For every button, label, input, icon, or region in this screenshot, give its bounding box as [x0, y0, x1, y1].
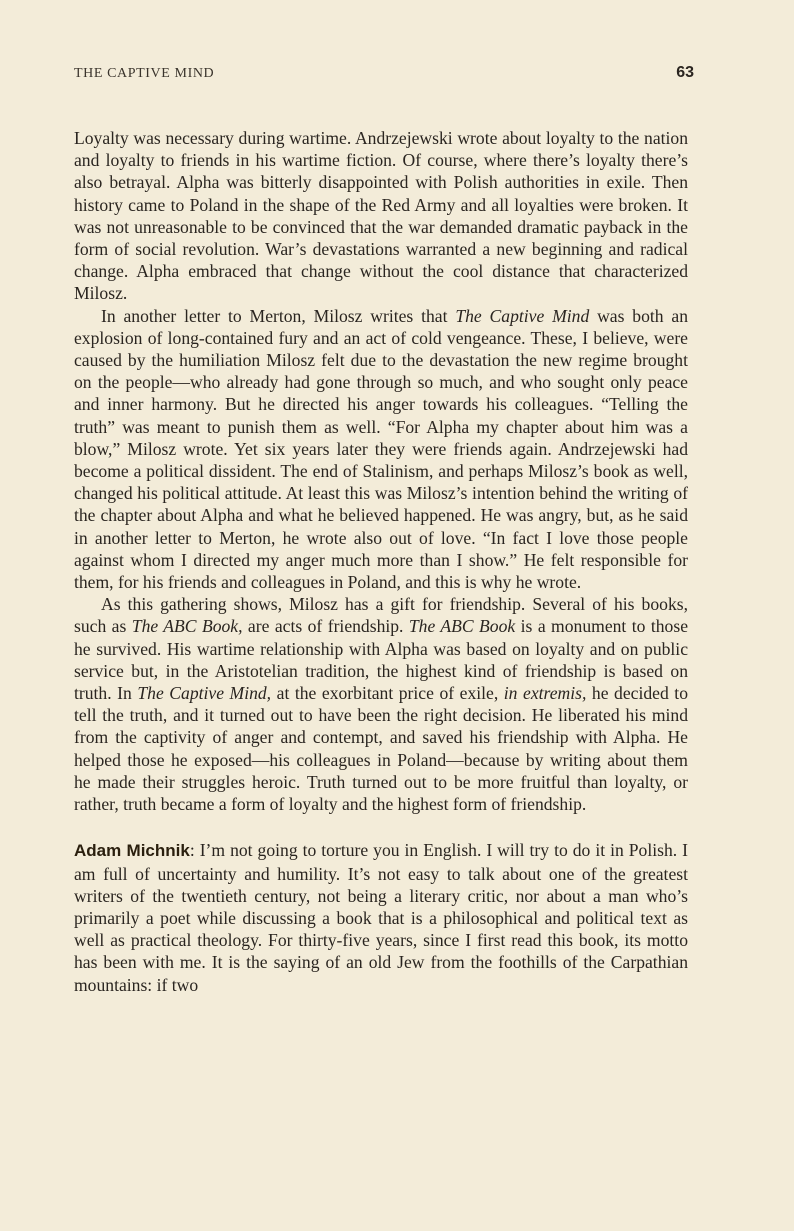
page-number: 63	[676, 64, 694, 81]
paragraph-3-text-d: at the exorbitant price of exile,	[271, 683, 504, 704]
paragraph-2-text-a: In another letter to Merton, Milosz writes that	[101, 305, 456, 326]
running-head	[74, 64, 694, 82]
paragraph-3-text-b: are acts of friendship.	[242, 616, 409, 637]
book-title-captive-mind-2: The Captive Mind,	[137, 683, 272, 704]
running-title: THE CAPTIVE MIND	[74, 66, 215, 81]
body-text	[74, 127, 688, 996]
paragraph-3-text-a: As this gathering shows, Milosz has a gift for friendship. Several of his books, such as	[74, 594, 688, 637]
speech-text: : I’m not going to torture you in English. I will try to do it in Polish. I am full of uncertainty and humility. It’s not easy to talk about one of the greatest writers of the twentieth century, not being a literary critic, nor about a man who’s primarily a poet while discussing a book that is a philosophical and political text as well as practical theology. For thirty-five years, since I first read this book, its motto has been with me. It is the saying of an old Jew from the foothills of the Carpathian mountains: if two	[74, 840, 688, 995]
book-title-abc-book: The ABC Book,	[131, 616, 243, 637]
paragraph-3-text-e: he decided to tell the truth, and it turned out to have been the right decision. He liberated his mind from the captivity of anger and contempt, and saved his friendship with Alpha. He helped those he exposed—his colleagues in Poland—because by writing about them he made their struggles heroic. Truth turned out to be more fruitful than loyalty, or rather, truth became a form of loyalty and the highest form of friendship.	[74, 683, 688, 815]
latin-phrase: in extremis,	[503, 683, 587, 704]
paragraph-2	[74, 305, 688, 594]
book-title-captive-mind: The Captive Mind	[455, 305, 590, 326]
paragraph-3-text-c: is a monument to those he survived. His wartime relationship with Alpha was based on loyalty and on public service but, in the Aristotelian tradition, the highest kind of friendship is based on truth. In	[74, 616, 689, 704]
paragraph-3	[74, 593, 688, 815]
book-title-abc-book-2: The ABC Book	[408, 616, 516, 637]
paragraph-2-text-b: was both an explosion of long-contained fury and an act of cold vengeance. These, I believe, were caused by the humiliation Milosz felt due to the devastation the new regime brought on the people—who already had gone through so much, and who sought only peace and inner harmony. But he directed his anger towards his colleagues. “Telling the truth” was meant to punish them as well. “For Alpha my chapter about him was a blow,” Milosz wrote. Yet six years later they were friends again. Andrzejewski had become a political dissident. The end of Stalinism, and perhaps Milosz’s book as well, changed his political attitude. At least this was Milosz’s intention behind the writing of the chapter about Alpha and what he believed happened. He was angry, but, as he said in another letter to Merton, he wrote also out of love. “In fact I love those people against whom I directed my anger much more than I show.” He felt responsible for them, for his friends and colleagues in Poland, and this is why he wrote.	[74, 305, 688, 593]
speaker-name: Adam Michnik	[74, 841, 190, 861]
paragraph-1: Loyalty was necessary during wartime. Andrzejewski wrote about loyalty to the nation and loyalty to friends in his wartime fiction. Of course, where there’s loyalty there’s also betrayal. Alpha was bitterly disappointed with Polish authorities in exile. Then history came to Poland in the shape of the Red Army and all loyalties were broken. It was not unreasonable to be convinced that the war demanded dramatic payback in the form of social revolution. War’s devastations warranted a new beginning and radical change. Alpha embraced that change without the cool distance that characterized Milosz.	[74, 128, 688, 304]
paragraph-4	[74, 839, 688, 995]
